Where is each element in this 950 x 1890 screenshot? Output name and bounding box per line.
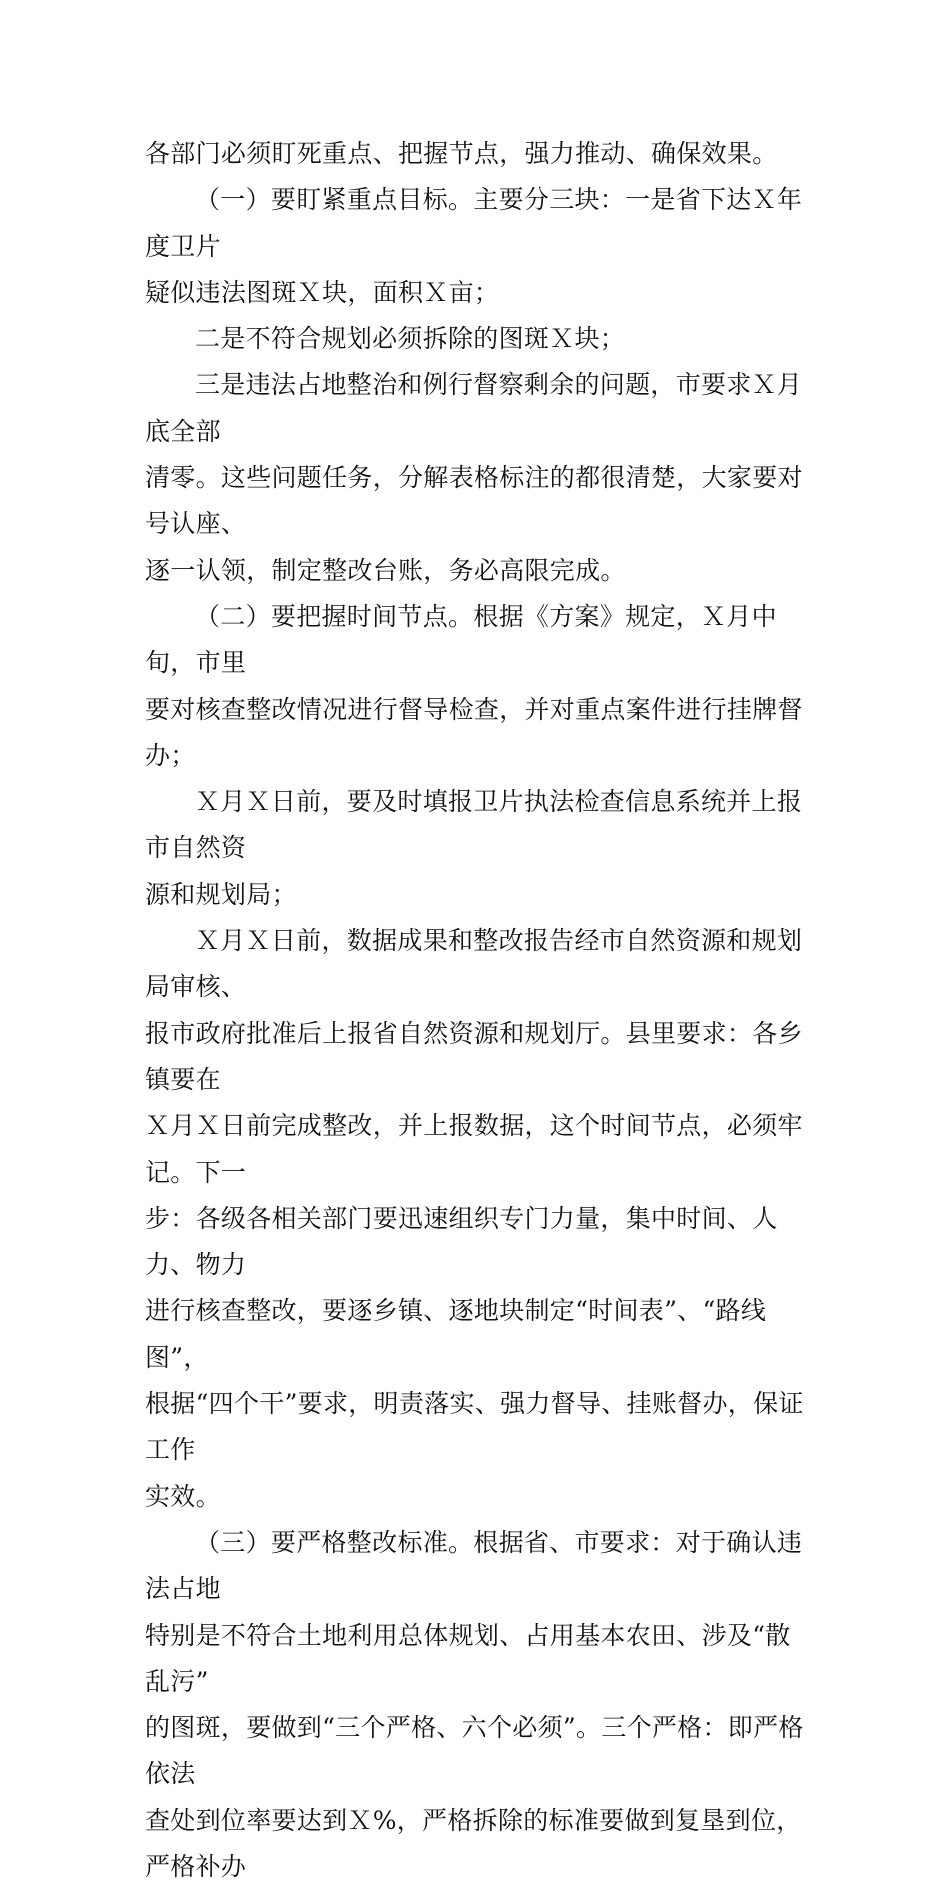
paragraph-4 bbox=[145, 362, 815, 593]
paragraph-7 bbox=[145, 918, 815, 1520]
text-line: 实效。 bbox=[145, 1481, 221, 1511]
text-line: 疑似违法图斑Ｘ块，面积Ｘ亩； bbox=[145, 277, 500, 307]
paragraph-2 bbox=[145, 177, 815, 316]
paragraph-8 bbox=[145, 1520, 815, 1890]
text-line: Ｘ月Ｘ日前，数据成果和整改报告经市自然资源和规划局审核、 bbox=[145, 926, 803, 1002]
paragraph-1 bbox=[145, 131, 815, 177]
text-line: 逐一认领，制定整改台账，务必高限完成。 bbox=[145, 555, 626, 585]
text-line: 进行核查整改，要逐乡镇、逐地块制定“时间表”、“路线图”， bbox=[145, 1296, 767, 1372]
text-line: 查处到位率要达到Ｘ%，严格拆除的标准要做到复垦到位，严格补办 bbox=[145, 1805, 802, 1881]
text-line: 三是违法占地整治和例行督察剩余的问题，市要求Ｘ月底全部 bbox=[145, 370, 803, 446]
text-line: 清零。这些问题任务，分解表格标注的都很清楚，大家要对号认座、 bbox=[145, 463, 803, 539]
text-line: 特别是不符合土地利用总体规划、占用基本农田、涉及“散乱污” bbox=[145, 1620, 791, 1696]
text-line: 的图斑，要做到“三个严格、六个必须”。三个严格：即严格依法 bbox=[145, 1713, 804, 1789]
text-line: 各部门必须盯死重点、把握节点，强力推动、确保效果。 bbox=[145, 139, 778, 168]
text-line: 根据“四个干”要求，明责落实、强力督导、挂账督办，保证工作 bbox=[145, 1389, 804, 1465]
text-line: （二）要把握时间节点。根据《方案》规定，Ｘ月中旬，市里 bbox=[145, 601, 777, 678]
text-line: 二是不符合规划必须拆除的图斑Ｘ块； bbox=[195, 324, 626, 354]
text-line: 步：各级各相关部门要迅速组织专门力量，集中时间、人力、物力 bbox=[145, 1203, 778, 1280]
paragraph-5 bbox=[145, 594, 815, 779]
text-line: Ｘ月Ｘ日前，要及时填报卫片执法检查信息系统并上报市自然资 bbox=[145, 787, 803, 863]
text-line: 报市政府批准后上报省自然资源和规划厅。县里要求：各乡镇要在 bbox=[145, 1018, 803, 1094]
text-line: （一）要盯紧重点目标。主要分三块：一是省下达Ｘ年度卫片 bbox=[145, 185, 803, 261]
text-line: 源和规划局； bbox=[145, 879, 297, 909]
text-line: Ｘ月Ｘ日前完成整改，并上报数据，这个时间节点，必须牢记。下一 bbox=[145, 1111, 803, 1187]
text-line: （三）要严格整改标准。根据省、市要求：对于确认违法占地 bbox=[145, 1527, 803, 1604]
text-line: 要对核查整改情况进行督导检查，并对重点案件进行挂牌督办； bbox=[145, 694, 803, 770]
paragraph-6 bbox=[145, 779, 815, 918]
paragraph-3 bbox=[145, 316, 815, 362]
document-body bbox=[145, 131, 815, 1890]
